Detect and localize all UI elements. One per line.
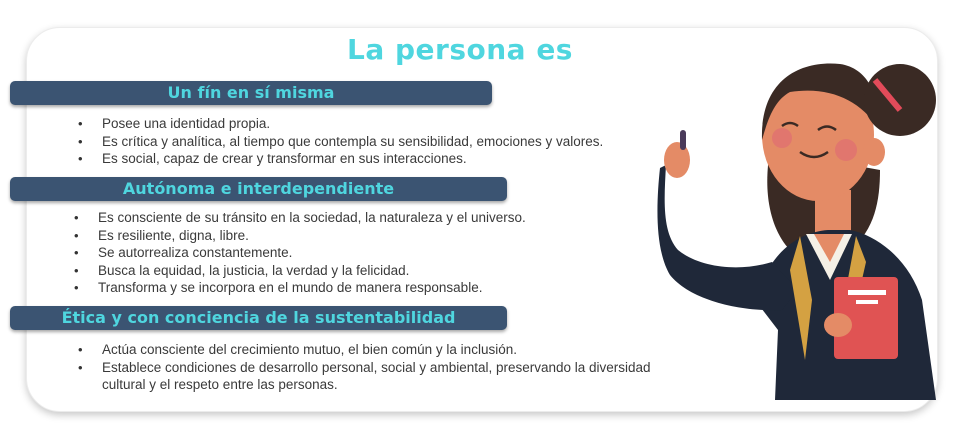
section-list-un-fin xyxy=(78,115,678,168)
list-item: • Transforma y se incorpora en el mundo de manera responsable. xyxy=(74,279,634,297)
section-heading-un-fin: Un fín en sí misma xyxy=(10,81,492,105)
section-heading-autonoma: Autónoma e interdependiente xyxy=(10,177,507,201)
list-item: • Es consciente de su tránsito en la sociedad, la naturaleza y el universo. xyxy=(74,209,634,227)
list-item: • Busca la equidad, la justicia, la verdad y la felicidad. xyxy=(74,262,634,280)
list-item: • Es resiliente, digna, libre. xyxy=(74,227,634,245)
list-item: • Es crítica y analítica, al tiempo que contempla su sensibilidad, emociones y valores. xyxy=(78,133,678,151)
list-item: • Se autorrealiza constantemente. xyxy=(74,244,634,262)
section-heading-etica: Ética y con conciencia de la sustentabilidad xyxy=(10,306,507,330)
page-title: La persona es xyxy=(347,33,573,66)
teacher-woman-illustration xyxy=(650,36,950,414)
list-item: • Es social, capaz de crear y transformar en sus interacciones. xyxy=(78,150,678,168)
section-list-autonoma xyxy=(74,209,634,297)
list-item: • Actúa consciente del crecimiento mutuo, el bien común y la inclusión. xyxy=(78,341,652,359)
section-list-etica xyxy=(78,341,652,394)
list-item: • Establece condiciones de desarrollo personal, social y ambiental, preservando la diversidad cultural y el respeto entre las personas. xyxy=(78,359,652,394)
list-item: • Posee una identidad propia. xyxy=(78,115,678,133)
